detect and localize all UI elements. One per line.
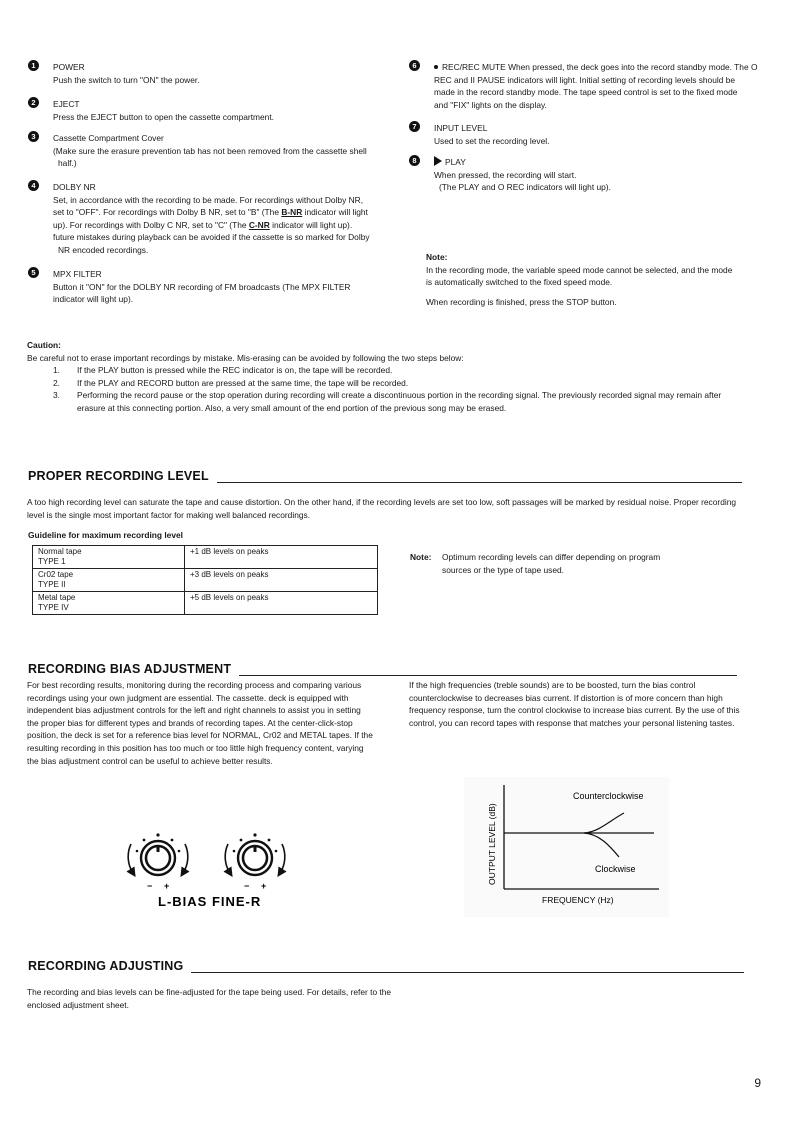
note-stop: When recording is finished, press the STOP button. <box>426 296 617 307</box>
number-badge: 5 <box>28 267 39 278</box>
caution-label: Caution: <box>27 340 61 350</box>
control-play <box>409 156 769 194</box>
control-desc: future mistakes during playback can be avoided if the cassette is so marked for Dolby <box>53 232 370 243</box>
control-title: REC/REC MUTE <box>442 62 506 72</box>
knob-label: L-BIAS FINE-R <box>158 894 262 909</box>
note-line: In the recording mode, the variable speed mode cannot be selected, and the mode <box>426 264 733 275</box>
caution-intro: Be careful not to erase important recordings by mistake. Mis-erasing can be avoided by following the two steps below: <box>27 352 464 363</box>
control-cassette-cover <box>28 132 388 170</box>
level-note: Note: Optimum recording levels can differ depending on program sources or the type of tape used. <box>410 552 661 575</box>
ccw-label: Counterclockwise <box>573 791 644 801</box>
control-desc: Press the EJECT button to open the cassette compartment. <box>53 111 274 122</box>
guideline-caption: Guideline for maximum recording level <box>28 530 183 540</box>
control-dolby-nr <box>28 181 388 257</box>
control-title: POWER <box>53 62 85 72</box>
caution-block <box>27 339 772 415</box>
number-badge: 1 <box>28 60 39 71</box>
caution-item: 2. If the PLAY and RECORD button are pressed at the same time, the tape will be recorded. <box>53 377 409 388</box>
control-title: PLAY <box>445 157 466 167</box>
proper-level-paragraph: A too high recording level can saturate the tape and cause distortion. On the other hand, if the recording levels are set too low, soft passages will be marked by residual noise. Proper recording level is the single most important factor for making well balanced recordings. <box>27 497 737 520</box>
bias-heading: RECORDING BIAS ADJUSTMENT <box>28 660 737 679</box>
control-desc: Push the switch to turn "ON" the power. <box>53 74 200 85</box>
knob-minus: − <box>244 881 250 891</box>
y-axis-label: OUTPUT LEVEL (dB) <box>487 803 497 885</box>
control-input-level <box>409 122 769 147</box>
adjusting-heading: RECORDING ADJUSTING <box>28 957 744 976</box>
caution-item: 1. If the PLAY button is pressed while the REC indicator is on, the tape will be recorded. <box>53 365 393 376</box>
control-desc: indicator will light up). <box>53 294 134 305</box>
peak-level: +1 dB levels on peaks <box>185 546 378 569</box>
control-desc: up). For recordings with Dolby C NR, set to "C" (The C-NR indicator will light up). <box>53 219 353 230</box>
bullet-dot-icon <box>434 65 438 69</box>
control-desc: REC and II PAUSE indicators will light. Initial setting of recording levels should be <box>434 74 736 85</box>
tape-type: TYPE II <box>38 580 66 589</box>
knob-plus: + <box>261 881 267 891</box>
note-recording-mode <box>426 251 766 308</box>
control-desc: Button it "ON" for the DOLBY NR recording of FM broadcasts (The MPX FILTER <box>53 281 351 292</box>
control-title: EJECT <box>53 99 80 109</box>
control-title: Cassette Compartment Cover <box>53 133 164 143</box>
play-icon <box>434 156 442 166</box>
cnr-indicator-label: C-NR <box>248 219 270 230</box>
number-badge: 3 <box>28 131 39 142</box>
peak-level: +5 dB levels on peaks <box>185 592 378 615</box>
knob-plus: + <box>164 881 170 891</box>
bias-left-paragraph: For best recording results, monitoring during the recording process and comparing various recordings using your own judgment are essential. The cassette. deck is equipped with independent bias adjustment controls for the left and right channels to assist you in setting the proper bias for different types and brands of recording tapes. At the center-click-stop position, the deck is set for a reference bias level for NORMAL, Cr02 and METAL tapes. If the resulting recording in this position has too much or too little high frequency content, varying the bias adjustment control can be useful to achieve better results. <box>27 680 373 766</box>
control-desc: NR encoded recordings. <box>58 245 149 256</box>
control-desc: Set, in accordance with the recording to be made. For recordings without Dolby NR, <box>53 194 364 205</box>
cw-label: Clockwise <box>595 864 636 874</box>
number-badge: 6 <box>409 60 420 71</box>
control-mpx-filter <box>28 268 388 306</box>
control-title: DOLBY NR <box>53 182 96 192</box>
table-row <box>33 546 378 569</box>
control-desc: made in the record standby mode. The tape speed control is set to the fixed mode <box>434 87 738 98</box>
tape-name: Normal tape <box>38 547 82 556</box>
table-row <box>33 592 378 615</box>
control-desc: When pressed, the recording will start. <box>434 169 577 180</box>
control-title: MPX FILTER <box>53 269 102 279</box>
tape-type: TYPE 1 <box>38 557 66 566</box>
bias-knobs-icon <box>110 820 320 915</box>
number-badge: 8 <box>409 155 420 166</box>
number-badge: 4 <box>28 180 39 191</box>
proper-level-heading: PROPER RECORDING LEVEL <box>28 467 742 486</box>
control-desc: (The PLAY and O REC indicators will light up). <box>439 182 611 193</box>
control-desc: and "FIX" lights on the display. <box>434 99 547 110</box>
table-row <box>33 569 378 592</box>
caution-item: 3. Performing the record pause or the stop operation during recording will create a discontinuous portion in the recording signal. The previously recorded signal may remain after erasure at this connecting portion. Also, a very small amount of the end portion of the previous song may be erased. <box>53 390 722 414</box>
adjusting-paragraph: The recording and bias levels can be fine-adjusted for the tape being used. For details, refer to the enclosed adjustment sheet. <box>27 987 392 1010</box>
control-desc: set to "OFF". For recordings with Dolby B NR, set to "B" (The B-NR indicator will light <box>53 207 368 218</box>
number-badge: 7 <box>409 121 420 132</box>
peak-level: +3 dB levels on peaks <box>185 569 378 592</box>
control-eject <box>28 98 388 123</box>
bnr-indicator-label: B-NR <box>281 207 303 218</box>
tape-name: Metal tape <box>38 593 76 602</box>
knob-minus: − <box>147 881 153 891</box>
control-desc: Used to set the recording level. <box>434 135 550 146</box>
control-desc: half.) <box>58 158 77 169</box>
number-badge: 2 <box>28 97 39 108</box>
tape-name: Cr02 tape <box>38 570 74 579</box>
recording-level-table <box>32 545 378 615</box>
tape-type: TYPE IV <box>38 603 69 612</box>
frequency-response-graph <box>464 777 669 917</box>
note-line: is automatically switched to the fixed speed mode. <box>426 277 613 288</box>
x-axis-label: FREQUENCY (Hz) <box>542 895 614 905</box>
note-label: Note: <box>426 252 448 262</box>
control-desc: (Make sure the erasure prevention tab has not been removed from the cassette shell <box>53 145 367 156</box>
control-title: INPUT LEVEL <box>434 123 488 133</box>
bias-right-paragraph: If the high frequencies (treble sounds) are to be boosted, turn the bias control counterclockwise to decreases bias current. If distortion is of more concern than high frequency response, turn the control clockwise to increase bias current. By the use of this control, you can record tapes with response that matches your personal listening tastes. <box>409 680 740 728</box>
control-desc: REC/REC MUTE When pressed, the deck goes into the record standby mode. The O <box>434 61 769 74</box>
bias-graph <box>464 777 669 917</box>
control-power <box>28 61 388 86</box>
bias-knob-illustration <box>110 820 320 915</box>
note-label: Note: <box>410 552 432 562</box>
control-rec-mute <box>409 61 769 111</box>
page-number: 9 <box>754 1076 761 1090</box>
